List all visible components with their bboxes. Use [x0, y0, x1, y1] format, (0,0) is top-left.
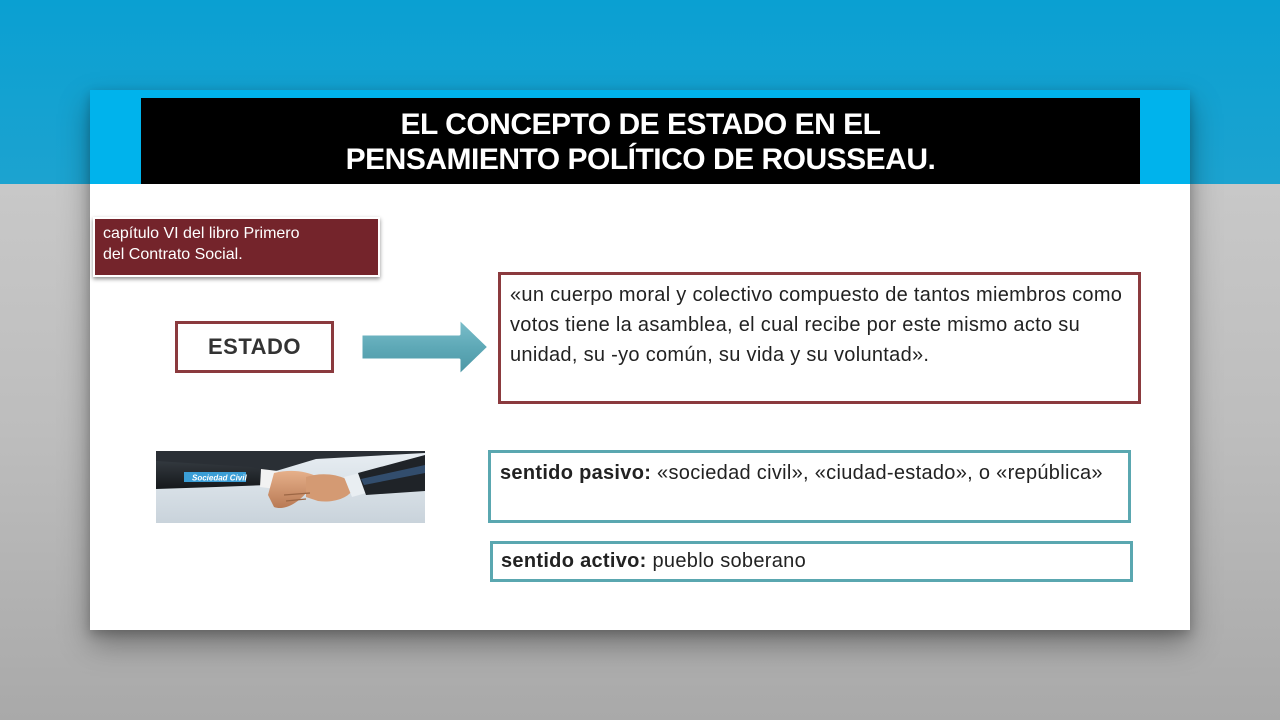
concept-box: ESTADO — [175, 321, 334, 373]
photo-caption: Sociedad Civil — [192, 473, 247, 483]
slide-title — [141, 98, 1140, 184]
title-line-1: EL CONCEPTO DE ESTADO EN EL — [400, 108, 881, 141]
right-arrow-icon — [355, 312, 495, 382]
active-text: pueblo soberano — [646, 550, 807, 572]
slide-card — [90, 90, 1190, 630]
title-line-2: PENSAMIENTO POLÍTICO DE ROUSSEAU. — [345, 143, 936, 176]
source-line-1: capítulo VI del libro Primero — [103, 225, 300, 242]
active-label: sentido activo: — [501, 550, 647, 572]
passive-label: sentido pasivo: — [500, 462, 652, 484]
handshake-photo — [156, 451, 425, 523]
definition-box: «un cuerpo moral y colectivo compuesto de tantos miembros como votos tiene la asamblea, el cual recibe por este mismo acto su unidad, su -yo común, su vida y su voluntad». — [498, 272, 1141, 404]
source-reference-box — [93, 217, 380, 277]
active-sense-box — [490, 541, 1133, 582]
passive-text: «sociedad civil», «ciudad-estado», o «república» — [651, 462, 1103, 484]
passive-sense-box — [488, 450, 1131, 523]
source-line-2: del Contrato Social. — [103, 246, 243, 263]
